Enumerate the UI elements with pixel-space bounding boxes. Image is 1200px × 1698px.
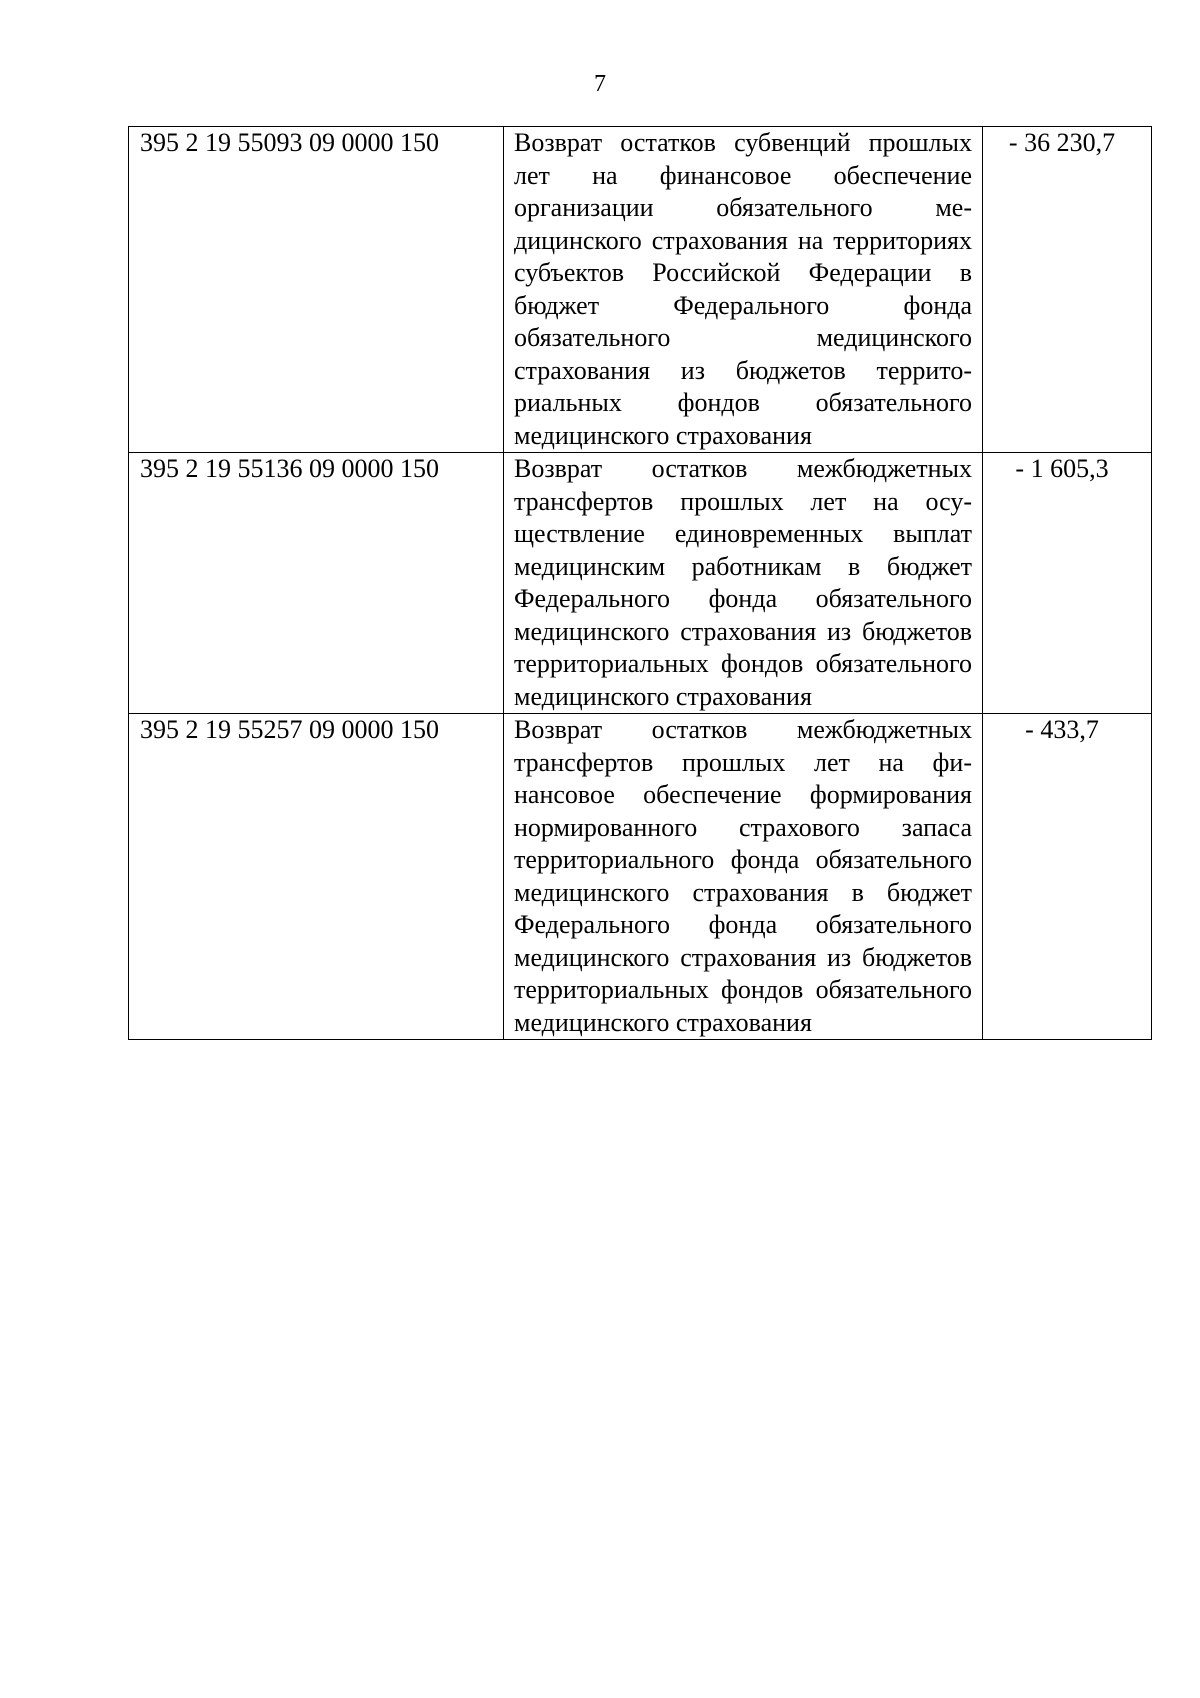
budget-code-cell: 395 2 19 55257 09 0000 150 bbox=[129, 714, 504, 1040]
table-row bbox=[129, 714, 1152, 1040]
description-cell: Возврат остатков субвенций прошлых лет на финансовое обеспечение организации обязательного медицинского страхования на территориях субъектов Российской Федерации в бюджет Федерального фонда обязательного медицинского страхования из бюджетов территориальных фондов обязательного медицинского страхования bbox=[504, 127, 983, 453]
amount-cell: - 433,7 bbox=[983, 714, 1152, 1040]
table-row bbox=[129, 127, 1152, 453]
budget-code-cell: 395 2 19 55093 09 0000 150 bbox=[129, 127, 504, 453]
amount-cell: - 1 605,3 bbox=[983, 453, 1152, 714]
page-number: 7 bbox=[594, 71, 606, 97]
budget-code-cell: 395 2 19 55136 09 0000 150 bbox=[129, 453, 504, 714]
description-cell: Возврат остатков межбюджетных трансфертов прошлых лет на осуществление единовременных выплат медицинским работникам в бюджет Федерального фонда обязательного медицинского страхования из бюджетов территориальных фондов обязательного медицинского страхования bbox=[504, 453, 983, 714]
description-cell: Возврат остатков межбюджетных трансфертов прошлых лет на финансовое обеспечение формирования нормированного страхового запаса территориального фонда обязательного медицинского страхования в бюджет Федерального фонда обязательного медицинского страхования из бюджетов территориальных фондов обязательного медицинского страхования bbox=[504, 714, 983, 1040]
amount-cell: - 36 230,7 bbox=[983, 127, 1152, 453]
table-row bbox=[129, 453, 1152, 714]
budget-table bbox=[128, 126, 1152, 1040]
